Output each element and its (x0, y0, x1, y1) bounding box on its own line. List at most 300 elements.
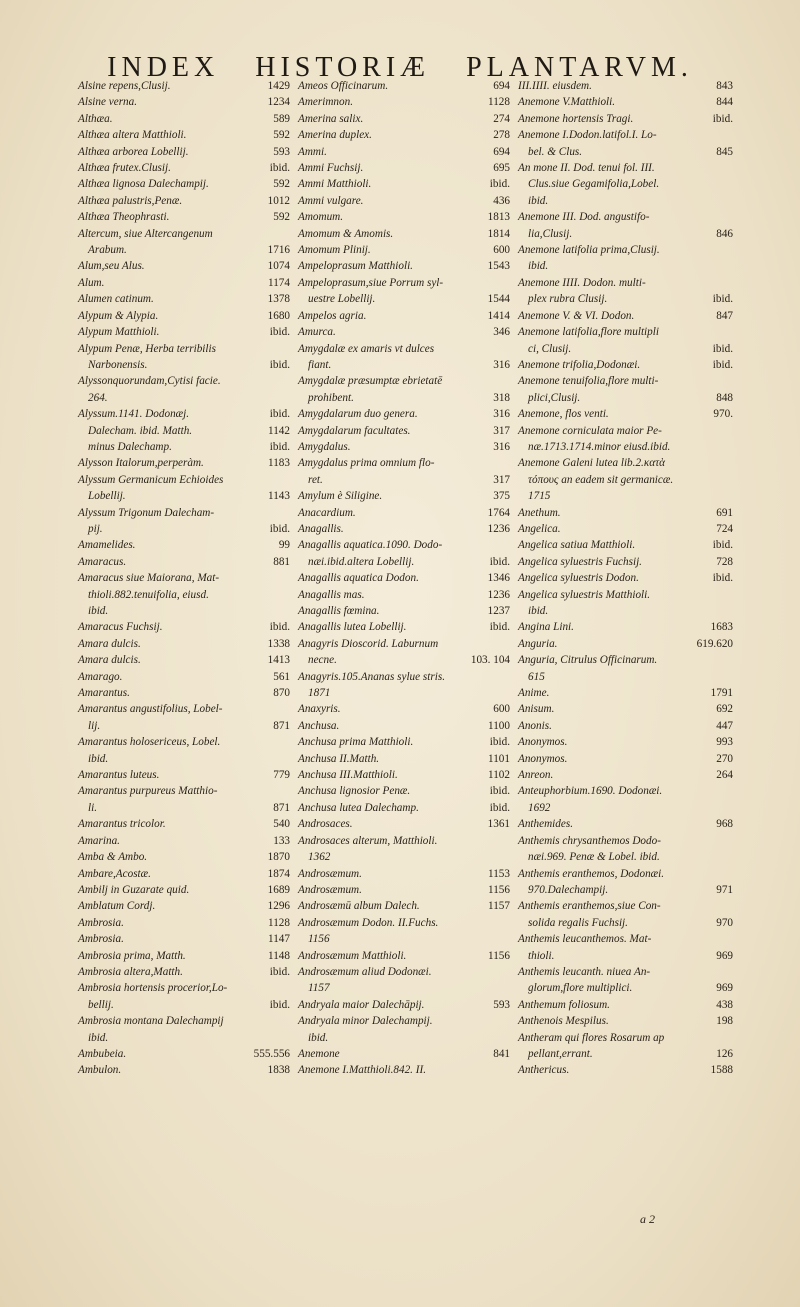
index-entry (518, 570, 733, 586)
index-entry (518, 1046, 733, 1062)
entry-page-ref: 270 (716, 752, 733, 765)
entry-page-ref: 1429 (267, 80, 290, 92)
entry-page-ref: 592 (273, 178, 290, 191)
index-entry (78, 816, 290, 832)
entry-term: 1362 (308, 851, 331, 864)
index-entry (518, 767, 733, 783)
entry-page-ref: 278 (493, 129, 510, 142)
entry-term: Anthemides. (518, 818, 573, 831)
entry-term: Ampeloprasum,siue Porrum syl- (298, 276, 444, 289)
entry-page-ref: 274 (493, 112, 510, 125)
index-entry (298, 948, 510, 964)
entry-term: Althæa frutex.Clusij. (78, 162, 171, 175)
index-entry (78, 751, 290, 767)
index-entry (518, 144, 733, 160)
index-entry (518, 931, 733, 947)
entry-term: 1157 (308, 982, 330, 995)
entry-page-ref: 1183 (268, 457, 290, 470)
index-entry (298, 931, 510, 947)
entry-page-ref: 1148 (268, 949, 290, 962)
entry-term: Androsæmum Matthioli. (298, 949, 407, 962)
entry-page-ref: 881 (273, 555, 290, 568)
entry-page-ref: 694 (493, 145, 510, 158)
index-entry (78, 439, 290, 455)
entry-term: Andryala maior Dalechāpij. (298, 998, 425, 1011)
entry-page-ref: 1147 (268, 933, 290, 946)
entry-term: Anthemis leucanthemos. Mat- (518, 933, 652, 946)
entry-term: ci, Clusij. (528, 342, 572, 355)
index-entry (298, 1030, 510, 1046)
entry-term: Amomum & Amomis. (298, 227, 394, 240)
entry-page-ref: 1346 (487, 572, 510, 585)
index-entry (518, 685, 733, 701)
entry-page-ref: 844 (716, 96, 733, 109)
entry-page-ref: 1870 (267, 851, 290, 864)
entry-term: ibid. (528, 260, 549, 273)
entry-term: prohibent. (308, 391, 354, 404)
index-entry (518, 505, 733, 521)
index-entry (518, 455, 733, 471)
index-entry (78, 931, 290, 947)
index-entry (298, 1046, 510, 1062)
entry-term: Anthemis eranthemos, Dodonæi. (518, 867, 665, 880)
entry-page-ref: 1874 (267, 867, 290, 880)
index-entry (298, 341, 510, 357)
index-entry (78, 669, 290, 685)
entry-page-ref: 600 (493, 703, 510, 716)
index-entry (298, 1013, 510, 1029)
entry-term: Amurca. (298, 326, 336, 339)
entry-term: Androsæmum Dodon. II.Fuchs. (298, 916, 439, 929)
entry-term: Althæa. (78, 112, 113, 125)
entry-term: Anemone Galeni lutea lib.2.κατὰ (518, 457, 665, 470)
index-entry (518, 258, 733, 274)
index-entry (518, 521, 733, 537)
entry-page-ref: 968 (716, 818, 733, 831)
entry-term: Anemone V.Matthioli. (518, 96, 616, 109)
entry-term: Anthemum foliosum. (518, 998, 610, 1011)
index-entry (298, 472, 510, 488)
entry-term: Amylum è Siligine. (298, 490, 383, 503)
entry-page-ref: 1074 (267, 260, 290, 273)
index-entry (298, 636, 510, 652)
entry-page-ref: 1838 (267, 1064, 290, 1077)
entry-term: Anemone III. Dod. angustifo- (518, 211, 650, 224)
entry-page-ref: 316 (493, 440, 510, 453)
entry-term: Althæa Theophrasti. (78, 211, 170, 224)
entry-term: Anagallis fœmina. (298, 605, 380, 617)
entry-term: Anthemis chrysanthemos Dodo- (518, 834, 661, 847)
entry-page-ref: 1588 (710, 1064, 733, 1077)
index-entry (518, 390, 733, 406)
entry-page-ref: 1296 (267, 900, 290, 913)
entry-page-ref: 692 (716, 703, 733, 716)
entry-page-ref: ibid. (712, 112, 733, 125)
index-entry (298, 570, 510, 586)
entry-term: Amygdalus. (298, 440, 351, 453)
index-entry (298, 800, 510, 816)
entry-term: ret. (308, 473, 323, 486)
entry-term: ibid. (88, 1031, 109, 1044)
entry-page-ref: 1338 (267, 637, 290, 650)
entry-page-ref: 589 (273, 112, 290, 125)
index-entry (78, 833, 290, 849)
index-entry (78, 537, 290, 553)
entry-term: Anagyris Dioscorid. Laburnum (298, 637, 439, 650)
index-entry (78, 1062, 290, 1078)
entry-page-ref: 198 (716, 1015, 733, 1028)
entry-term: Ameos Officinarum. (298, 80, 389, 92)
index-entry (298, 915, 510, 931)
entry-term: Althæa lignosa Dalechampij. (78, 178, 209, 191)
index-entry (518, 1013, 733, 1029)
entry-page-ref: 871 (273, 801, 290, 814)
entry-page-ref: 1543 (487, 260, 510, 273)
entry-term: næ.1713.1714.minor eiusd.ibid. (528, 440, 671, 453)
index-entry (78, 915, 290, 931)
index-entry (78, 291, 290, 307)
index-entry (78, 636, 290, 652)
index-entry (298, 718, 510, 734)
index-entry (78, 701, 290, 717)
index-entry (78, 554, 290, 570)
entry-page-ref: 346 (493, 326, 510, 339)
header-index: INDEX (107, 52, 220, 83)
entry-term: Anthenois Mespilus. (518, 1015, 609, 1028)
entry-term: Anchusa. (298, 719, 340, 732)
entry-page-ref: 1174 (268, 276, 290, 289)
index-entry (298, 488, 510, 504)
entry-page-ref: 1689 (267, 883, 290, 896)
index-entry (298, 701, 510, 717)
entry-page-ref: 1153 (488, 867, 510, 880)
entry-page-ref: 1101 (488, 752, 510, 765)
entry-page-ref: ibid. (269, 998, 290, 1011)
index-entry (518, 800, 733, 816)
entry-term: Amarantus tricolor. (78, 818, 166, 831)
entry-term: An mone II. Dod. tenui fol. III. (518, 162, 655, 175)
entry-page-ref: 438 (716, 998, 733, 1011)
entry-term: Amaracus Fuchsij. (78, 621, 163, 634)
index-entry (518, 866, 733, 882)
entry-term: Anime. (518, 687, 550, 700)
entry-term: Alsine repens,Clusij. (78, 80, 171, 92)
header-historiae: HISTORIÆ (255, 52, 431, 83)
entry-term: Alum,seu Alus. (78, 260, 145, 273)
entry-term: Amblatum Cordj. (78, 900, 156, 913)
entry-term: Anthemis eranthemos,siue Con- (518, 900, 661, 913)
index-entry (78, 423, 290, 439)
entry-page-ref: 1236 (487, 588, 510, 601)
entry-page-ref: 971 (716, 883, 733, 896)
index-entry (518, 439, 733, 455)
index-entry (298, 275, 510, 291)
entry-page-ref: 970. (713, 408, 733, 421)
entry-term: Andryala minor Dalechampij. (298, 1015, 433, 1028)
entry-page-ref: 593 (493, 998, 510, 1011)
entry-term: Alumen catinum. (78, 293, 154, 306)
index-column-2 (298, 78, 510, 1079)
entry-page-ref: ibid. (269, 358, 290, 371)
entry-page-ref: 436 (493, 194, 510, 207)
entry-term: Dalecham. ibid. Matth. (88, 424, 193, 437)
entry-page-ref: ibid. (489, 736, 510, 749)
entry-term: Anonymos. (518, 752, 568, 765)
index-entry (78, 964, 290, 980)
entry-term: Ambubeia. (78, 1047, 127, 1060)
entry-term: Ambrosia. (78, 933, 124, 946)
index-entry (78, 1046, 290, 1062)
entry-page-ref: ibid. (269, 162, 290, 175)
index-entry (298, 587, 510, 603)
entry-term: necne. (308, 654, 337, 667)
index-entry (518, 291, 733, 307)
entry-term: Althæa arborea Lobellij. (78, 145, 189, 158)
entry-term: Amygdalus prima omnium flo- (298, 457, 435, 470)
entry-term: bellij. (88, 998, 114, 1011)
index-entry (78, 767, 290, 783)
index-entry (298, 554, 510, 570)
index-entry (518, 619, 733, 635)
entry-page-ref: 1234 (267, 96, 290, 109)
index-entry (518, 1062, 733, 1078)
index-entry (298, 373, 510, 389)
entry-term: Anemone I.Matthioli.842. II. (298, 1064, 427, 1077)
index-entry (298, 783, 510, 799)
entry-page-ref: 845 (716, 145, 733, 158)
entry-term: Ambrosia prima, Matth. (78, 949, 186, 962)
entry-term: Anaxyris. (298, 703, 341, 716)
index-entry (78, 373, 290, 389)
entry-term: 615 (528, 670, 545, 683)
index-entry (518, 849, 733, 865)
entry-term: Arabum. (88, 244, 127, 257)
entry-page-ref: 1764 (487, 506, 510, 519)
entry-term: 970.Dalechampij. (528, 883, 609, 896)
entry-term: Anemone, flos venti. (518, 408, 609, 421)
entry-page-ref: 1156 (488, 883, 510, 896)
entry-term: Anemone V. & VI. Dodon. (518, 309, 635, 322)
index-entry (518, 127, 733, 143)
index-entry (518, 324, 733, 340)
entry-page-ref: 375 (493, 490, 510, 503)
entry-term: plex rubra Clusij. (528, 293, 608, 306)
entry-page-ref: 728 (716, 555, 733, 568)
entry-term: Anethum. (518, 506, 561, 519)
entry-term: 1871 (308, 687, 331, 700)
entry-page-ref: 1544 (487, 293, 510, 306)
entry-page-ref: ibid. (712, 572, 733, 585)
index-entry (298, 734, 510, 750)
index-entry (78, 226, 290, 242)
index-entry (78, 341, 290, 357)
entry-page-ref: 317 (493, 473, 510, 486)
index-entry (518, 176, 733, 192)
entry-term: Ambrosia montana Dalechampij (78, 1015, 224, 1028)
signature-mark: a 2 (640, 1212, 655, 1226)
entry-term: lia,Clusij. (528, 227, 573, 240)
entry-term: 1156 (308, 933, 330, 946)
entry-page-ref: 843 (716, 80, 733, 92)
index-entry (78, 406, 290, 422)
entry-term: Ammi. (298, 145, 327, 158)
index-entry (298, 619, 510, 635)
entry-term: bel. & Clus. (528, 145, 583, 158)
entry-term: Angelica syluestris Dodon. (518, 572, 639, 585)
index-entry (78, 127, 290, 143)
index-entry (518, 898, 733, 914)
index-entry (78, 144, 290, 160)
index-entry (298, 980, 510, 996)
entry-term: glorum,flore multiplici. (528, 982, 633, 995)
index-entry (78, 1013, 290, 1029)
entry-page-ref: 1414 (487, 309, 510, 322)
entry-term: Amamelides. (78, 539, 136, 552)
entry-page-ref: 871 (273, 719, 290, 732)
entry-term: Androsæmū album Dalech. (298, 900, 420, 913)
index-entry (78, 783, 290, 799)
entry-page-ref: 1237 (487, 605, 510, 617)
entry-term: Amarantus purpureus Matthio- (78, 785, 218, 798)
index-entry (298, 964, 510, 980)
entry-page-ref: 1012 (267, 194, 290, 207)
index-entry (518, 964, 733, 980)
entry-page-ref: 970 (716, 916, 733, 929)
index-entry (298, 455, 510, 471)
index-entry (298, 78, 510, 94)
entry-term: Anemone (298, 1047, 340, 1060)
entry-term: Amygdalæ præsumptæ ebrietatē (298, 375, 443, 388)
index-entry (298, 669, 510, 685)
entry-term: Amygdalæ ex amaris vt dulces (298, 342, 435, 355)
index-entry (78, 275, 290, 291)
entry-term: pellant,errant. (528, 1047, 593, 1060)
index-entry (518, 537, 733, 553)
entry-page-ref: 1683 (710, 621, 733, 634)
entry-term: Angina Lini. (518, 621, 574, 634)
entry-page-ref: 848 (716, 391, 733, 404)
index-entry (518, 357, 733, 373)
index-entry (78, 390, 290, 406)
index-column-3 (518, 78, 733, 1079)
entry-term: Alsine verna. (78, 96, 138, 109)
entry-term: Amerina duplex. (298, 129, 372, 142)
index-entry (518, 980, 733, 996)
entry-term: ibid. (308, 1031, 329, 1044)
index-entry (518, 373, 733, 389)
index-entry (298, 767, 510, 783)
index-entry (518, 193, 733, 209)
index-entry (78, 800, 290, 816)
entry-term: Amaracus siue Maiorana, Mat- (78, 572, 220, 585)
entry-page-ref: 841 (493, 1047, 510, 1060)
entry-page-ref: 1413 (267, 654, 290, 667)
index-entry (518, 406, 733, 422)
entry-page-ref: 264 (716, 769, 733, 782)
entry-page-ref: 1157 (488, 900, 510, 913)
index-entry (518, 242, 733, 258)
index-entry (78, 685, 290, 701)
index-entry (518, 816, 733, 832)
index-column-1 (78, 78, 290, 1079)
index-entry (518, 1030, 733, 1046)
entry-term: Lobellij. (88, 490, 126, 503)
entry-term: Anteuphorbium.1690. Dodonæi. (518, 785, 663, 798)
index-entry (78, 505, 290, 521)
entry-term: Anguria, Citrulus Officinarum. (518, 654, 658, 667)
index-entry (78, 652, 290, 668)
entry-page-ref: 724 (716, 522, 733, 535)
entry-term: ibid. (88, 605, 109, 617)
entry-term: Anonymos. (518, 736, 568, 749)
index-entry (78, 324, 290, 340)
entry-page-ref: ibid. (712, 342, 733, 355)
entry-term: Amaracus. (78, 555, 127, 568)
index-entry (518, 948, 733, 964)
entry-term: Anemone corniculata maior Pe- (518, 424, 662, 437)
index-entry (78, 587, 290, 603)
entry-term: Amarantus holosericeus, Lobel. (78, 736, 221, 749)
entry-term: Anemone trifolia,Dodonæi. (518, 358, 641, 371)
entry-term: Alypum Penæ, Herba terribilis (78, 342, 216, 355)
entry-page-ref: ibid. (269, 408, 290, 421)
index-entry (78, 866, 290, 882)
entry-term: Anemone I.Dodon.latifol.I. Lo- (518, 129, 657, 142)
entry-term: τόπους an eadem sit germanicæ. (528, 473, 674, 486)
entry-page-ref: 1100 (488, 719, 510, 732)
entry-term: Ampelos agria. (298, 309, 367, 322)
entry-term: Ammi Matthioli. (298, 178, 372, 191)
index-entry (78, 357, 290, 373)
index-entry (518, 341, 733, 357)
index-entry (78, 718, 290, 734)
entry-term: lij. (88, 719, 101, 732)
index-entry (78, 176, 290, 192)
entry-page-ref: 126 (716, 1047, 733, 1060)
entry-page-ref: 1143 (268, 490, 290, 503)
index-entry (298, 816, 510, 832)
entry-term: Anagallis aquatica.1090. Dodo- (298, 539, 443, 552)
entry-term: Anagallis lutea Lobellij. (298, 621, 407, 634)
entry-term: Anagallis. (298, 522, 344, 535)
index-entry (298, 357, 510, 373)
entry-term: Amerina salix. (298, 112, 364, 125)
entry-page-ref: 847 (716, 309, 733, 322)
index-entry (298, 324, 510, 340)
entry-page-ref: 694 (493, 80, 510, 92)
entry-page-ref: ibid. (489, 555, 510, 568)
index-entry (298, 111, 510, 127)
index-entry (78, 603, 290, 619)
entry-page-ref: ibid. (489, 785, 510, 798)
index-entry (518, 226, 733, 242)
index-entry (298, 160, 510, 176)
index-entry (298, 685, 510, 701)
index-entry (298, 505, 510, 521)
entry-page-ref: 870 (273, 687, 290, 700)
index-entry (518, 94, 733, 110)
entry-term: Alyssonquorundam,Cytisi facie. (78, 375, 221, 388)
index-entry (298, 144, 510, 160)
entry-term: Amba & Ambo. (78, 851, 148, 864)
entry-term: Anthemis leucanth. niuea An- (518, 965, 651, 978)
index-entry (298, 603, 510, 619)
entry-term: Anemone IIII. Dodon. multi- (518, 276, 646, 289)
entry-term: Amarantus angustifolius, Lobel- (78, 703, 223, 716)
entry-page-ref: 1814 (487, 227, 510, 240)
entry-term: fiant. (308, 358, 332, 371)
index-entry (298, 751, 510, 767)
